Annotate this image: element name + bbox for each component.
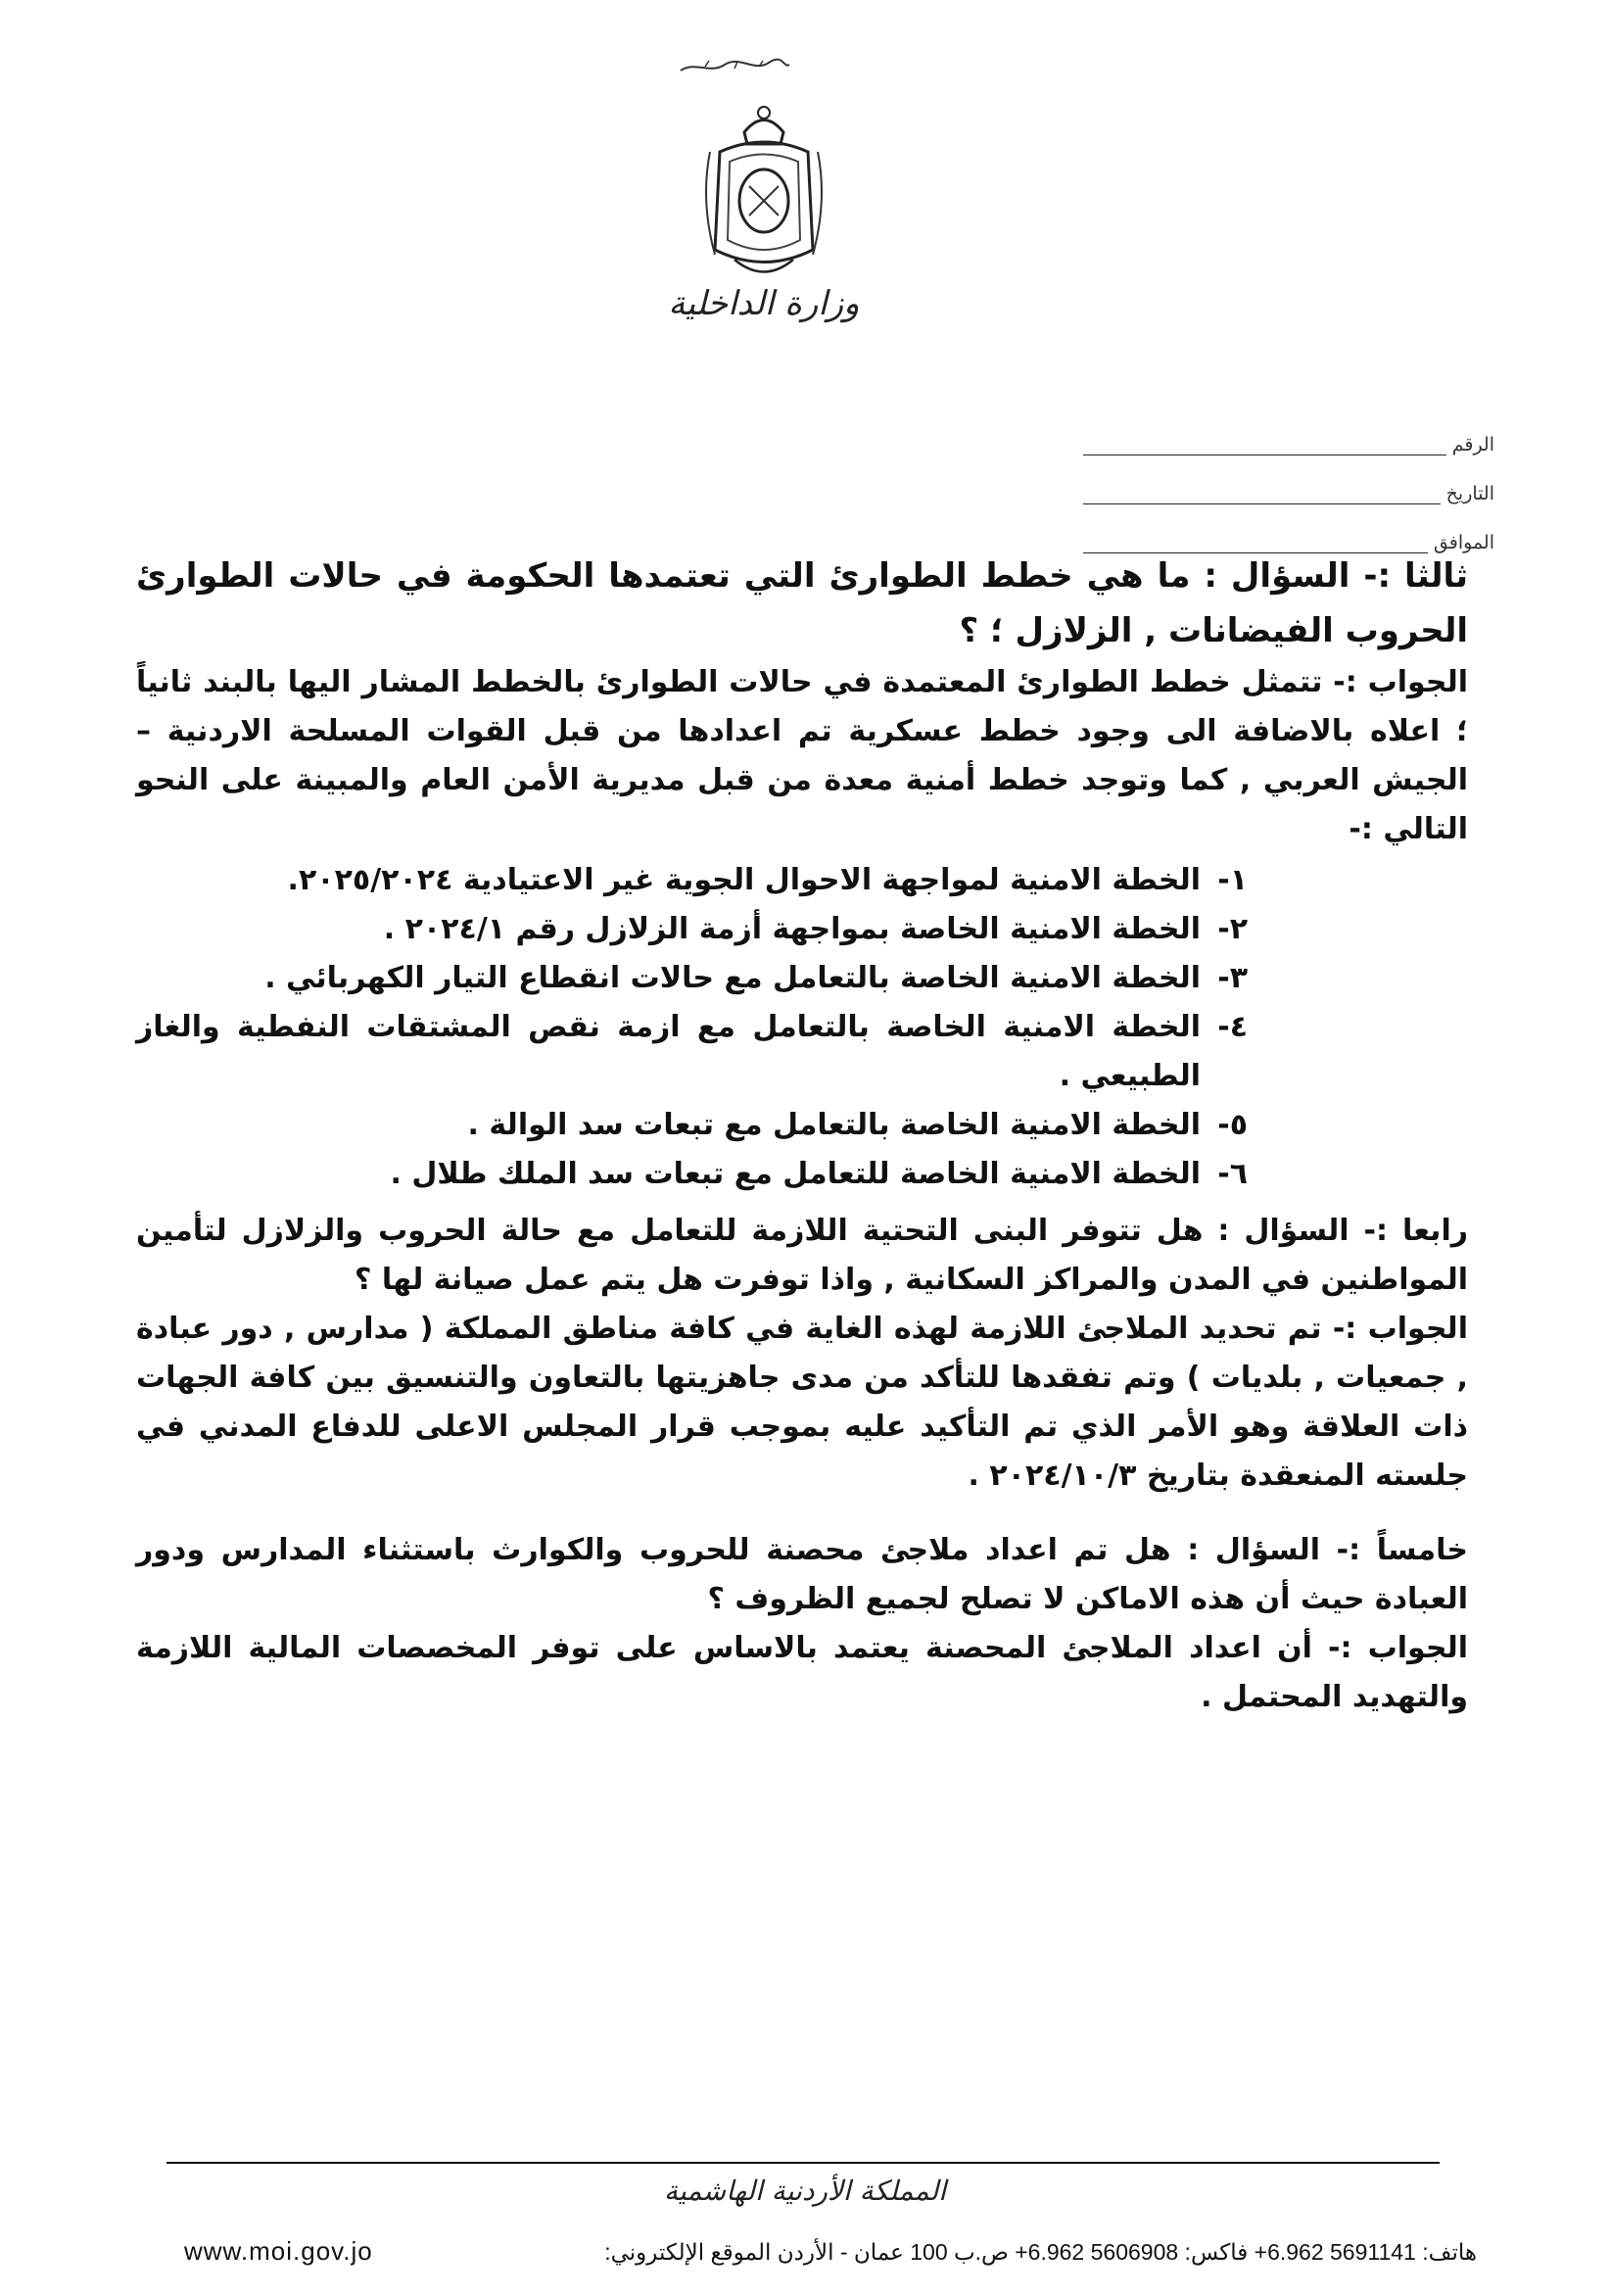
reference-corresponding-label: الموافق [1433, 532, 1494, 553]
list-item: ٥- الخطة الامنية الخاصة بالتعامل مع تبعات سد الوالة . [467, 1108, 1248, 1142]
answer-third [136, 658, 1468, 854]
coat-of-arms-icon [690, 93, 837, 289]
ministry-name: وزارة الداخلية [668, 284, 860, 323]
list-item: ٢- الخطة الامنية الخاصة بمواجهة أزمة الزلازل رقم ٢٠٢٤/١ . [383, 912, 1248, 946]
question-third: ثالثا :- السؤال : ما هي خطط الطوارئ التي تعتمدها الحكومة في حالات الطوارئ الحروب الفيضانات , الزلازل ؛ ؟ [136, 556, 1468, 650]
list-item: ٤- الخطة الامنية الخاصة بالتعامل مع ازمة نقص المشتقات النفطية والغاز الطبيعي . [136, 1010, 1248, 1093]
answer-label: الجواب :- [1332, 1312, 1468, 1346]
section-fifth [136, 1526, 1468, 1722]
answer-fifth [136, 1624, 1468, 1722]
section-fourth [136, 1207, 1468, 1501]
reference-number-line [1083, 441, 1446, 455]
security-plans-list [136, 856, 1468, 1199]
answer-fourth-text: تم تحديد الملاجئ اللازمة لهذه الغاية في كافة مناطق المملكة ( مدارس , دور عبادة , جمعيات , بلديات ) وتم تفقدها للتأكد من مدى جاهزيتها بالتعاون والتنسيق بين كافة الجهات ذات العلاقة وهو الأمر الذي تم التأكيد عليه بموجب قرار المجلس الاعلى للدفاع المدني في جلسته المنعقدة بتاريخ ٢٠٢٤/١٠/٣ . [136, 1312, 1468, 1493]
list-item: ٦- الخطة الامنية الخاصة للتعامل مع تبعات سد الملك طلال . [390, 1157, 1248, 1191]
contact-details: هاتف: 5691141 6.962+ فاكس: 5606908 6.962+ ص.ب 100 عمان - الأردن الموقع الإلكتروني: [604, 2239, 1477, 2265]
section-third [136, 549, 1468, 1199]
footer-contact [184, 2236, 1477, 2267]
answer-fourth [136, 1305, 1468, 1501]
basmala [676, 57, 793, 76]
reference-number-label: الرقم [1451, 434, 1494, 455]
reference-date-label: التاريخ [1445, 483, 1494, 504]
list-item: ٣- الخطة الامنية الخاصة بالتعامل مع حالات انقطاع التيار الكهربائي . [264, 961, 1248, 995]
answer-fifth-text: أن اعداد الملاجئ المحصنة يعتمد بالاساس على توفر المخصصات المالية اللازمة والتهديد المحتمل . [136, 1631, 1468, 1714]
reference-date-row [1083, 455, 1494, 504]
list-item: ١- الخطة الامنية لمواجهة الاحوال الجوية غير الاعتيادية ٢٠٢٥/٢٠٢٤. [287, 863, 1248, 897]
website-link[interactable]: www.moi.gov.jo [184, 2236, 373, 2266]
question-fourth: رابعا :- السؤال : هل تتوفر البنى التحتية اللازمة للتعامل مع حالة الحروب والزلازل لتأمين المواطنين في المدن والمراكز السكانية , واذا توفرت هل يتم عمل صيانة لها ؟ [136, 1214, 1468, 1297]
answer-label: الجواب :- [1328, 1631, 1468, 1665]
answer-third-text: تتمثل خطط الطوارئ المعتمدة في حالات الطوارئ بالخطط المشار اليها بالبند ثانياً ؛ اعلاه بالاضافة الى وجود خطط عسكرية تم اعدادها من قبل القوات المسلحة الاردنية – الجيش العربي , كما وتوجد خطط أمنية معدة من قبل مديرية الأمن العام والمبينة على النحو التالي :- [136, 665, 1468, 846]
reference-block [1083, 407, 1494, 553]
reference-corresponding-row [1083, 504, 1494, 553]
answer-label: الجواب :- [1333, 665, 1468, 699]
reference-number-row [1083, 407, 1494, 455]
footer-divider [166, 2162, 1440, 2164]
reference-date-line [1083, 490, 1441, 504]
letter-body [136, 549, 1468, 1730]
footer-country: المملكة الأردنية الهاشمية [663, 2175, 947, 2207]
question-fifth: خامساً :- السؤال : هل تم اعداد ملاجئ محصنة للحروب والكوارث باستثناء المدارس ودور العبادة حيث أن هذه الاماكن لا تصلح لجميع الظروف ؟ [136, 1533, 1468, 1616]
